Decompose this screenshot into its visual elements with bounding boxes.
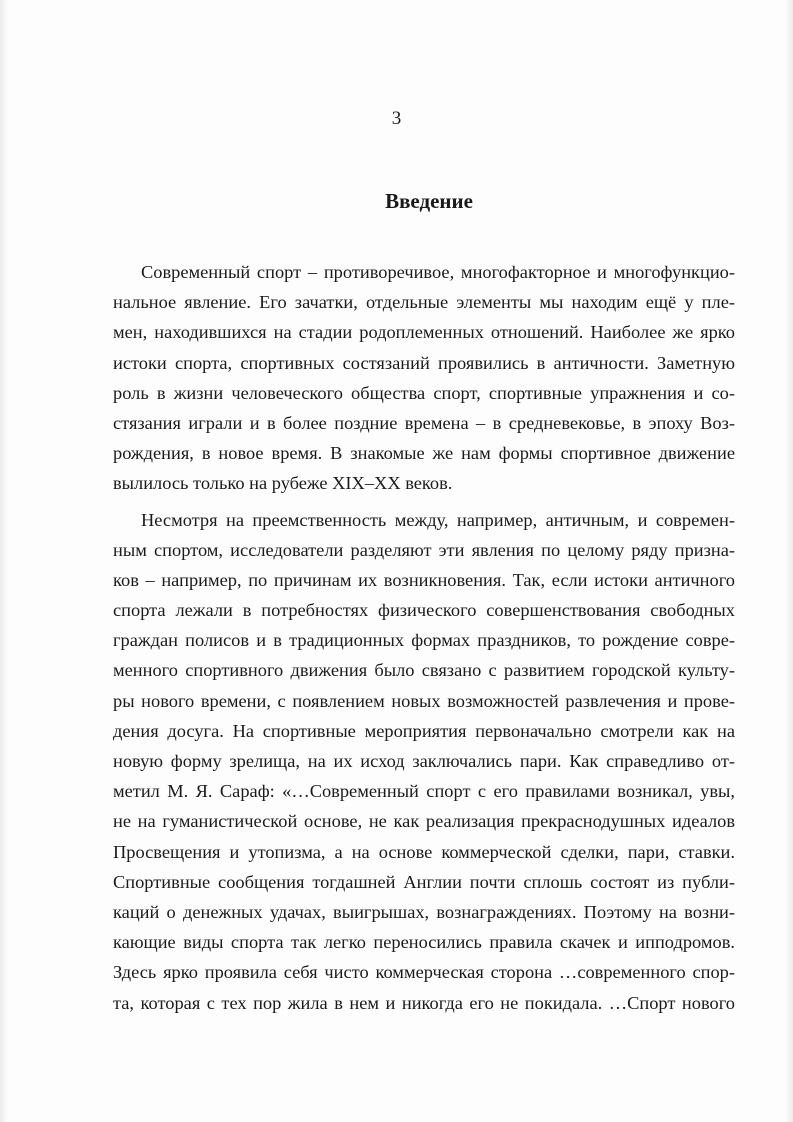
text-line: дения досуга. На спортивные мероприятия первоначально смотрели как на bbox=[113, 720, 735, 741]
text-line: роль в жизни человеческого общества спорт, спортивные упражнения и со- bbox=[113, 382, 735, 403]
section-title: Введение bbox=[385, 189, 473, 213]
text-line: Здесь ярко проявила себя чисто коммерческая сторона …современного спор- bbox=[113, 962, 735, 983]
text-line: граждан полисов и в традиционных формах праздников, то рождение совре- bbox=[113, 630, 735, 651]
text-line: истоки спорта, спортивных состязаний проявились в античности. Заметную bbox=[113, 352, 735, 373]
scan-edge-left bbox=[0, 0, 8, 1122]
text-line: рождения, в новое время. В знакомые же нам формы спортивное движение bbox=[113, 443, 735, 464]
text-line: ры нового времени, с появлением новых возможностей развлечения и прове- bbox=[113, 690, 735, 711]
text-line: Современный спорт – противоречивое, многофакторное и многофункцио- bbox=[141, 262, 735, 282]
text-line: Просвещения и утопизма, а на основе коммерческой сделки, пари, ставки. bbox=[113, 841, 735, 862]
text-line: Спортивные сообщения тогдашней Англии почти сплошь состоят из публи- bbox=[113, 871, 735, 892]
text-line: ным спортом, исследователи разделяют эти явления по целому ряду призна- bbox=[113, 539, 735, 560]
text-line: спорта лежали в потребностях физического совершенствования свободных bbox=[113, 600, 735, 621]
text-line: менного спортивного движения было связано с развитием городской культу- bbox=[113, 660, 735, 681]
text-line: стязания играли и в более поздние времена – в средневековье, в эпоху Воз- bbox=[113, 412, 735, 433]
text-line: новую форму зрелища, на их исход заключались пари. Как справедливо от- bbox=[113, 751, 735, 771]
text-line: мен, находившихся на стадии родоплеменных отношений. Наиболее же ярко bbox=[113, 322, 735, 343]
text-line: каций о денежных удачах, выигрышах, вознаграждениях. Поэтому на возни- bbox=[113, 901, 735, 922]
text-line: вылилось только на рубеже XIX–XX веков. bbox=[113, 473, 453, 494]
text-line: Несмотря на преемственность между, например, античным, и современ- bbox=[141, 509, 735, 530]
body-text bbox=[113, 257, 735, 1018]
text-line: не на гуманистической основе, не как реализация прекраснодушных идеалов bbox=[113, 811, 735, 832]
scan-edge-right bbox=[785, 0, 793, 1122]
text-line: ков – например, по причинам их возникновения. Так, если истоки античного bbox=[113, 569, 735, 590]
text-line: нальное явление. Его зачатки, отдельные элементы мы находим ещё у пле- bbox=[113, 292, 735, 313]
text-line: та, которая с тех пор жила в нем и никогда его не покидала. …Спорт нового bbox=[113, 992, 735, 1013]
page-number: 3 bbox=[391, 108, 402, 129]
text-line: кающие виды спорта так легко переносились правила скачек и ипподромов. bbox=[113, 932, 735, 953]
text-line: метил М. Я. Сараф: «…Современный спорт с его правилами возникал, увы, bbox=[113, 781, 735, 802]
